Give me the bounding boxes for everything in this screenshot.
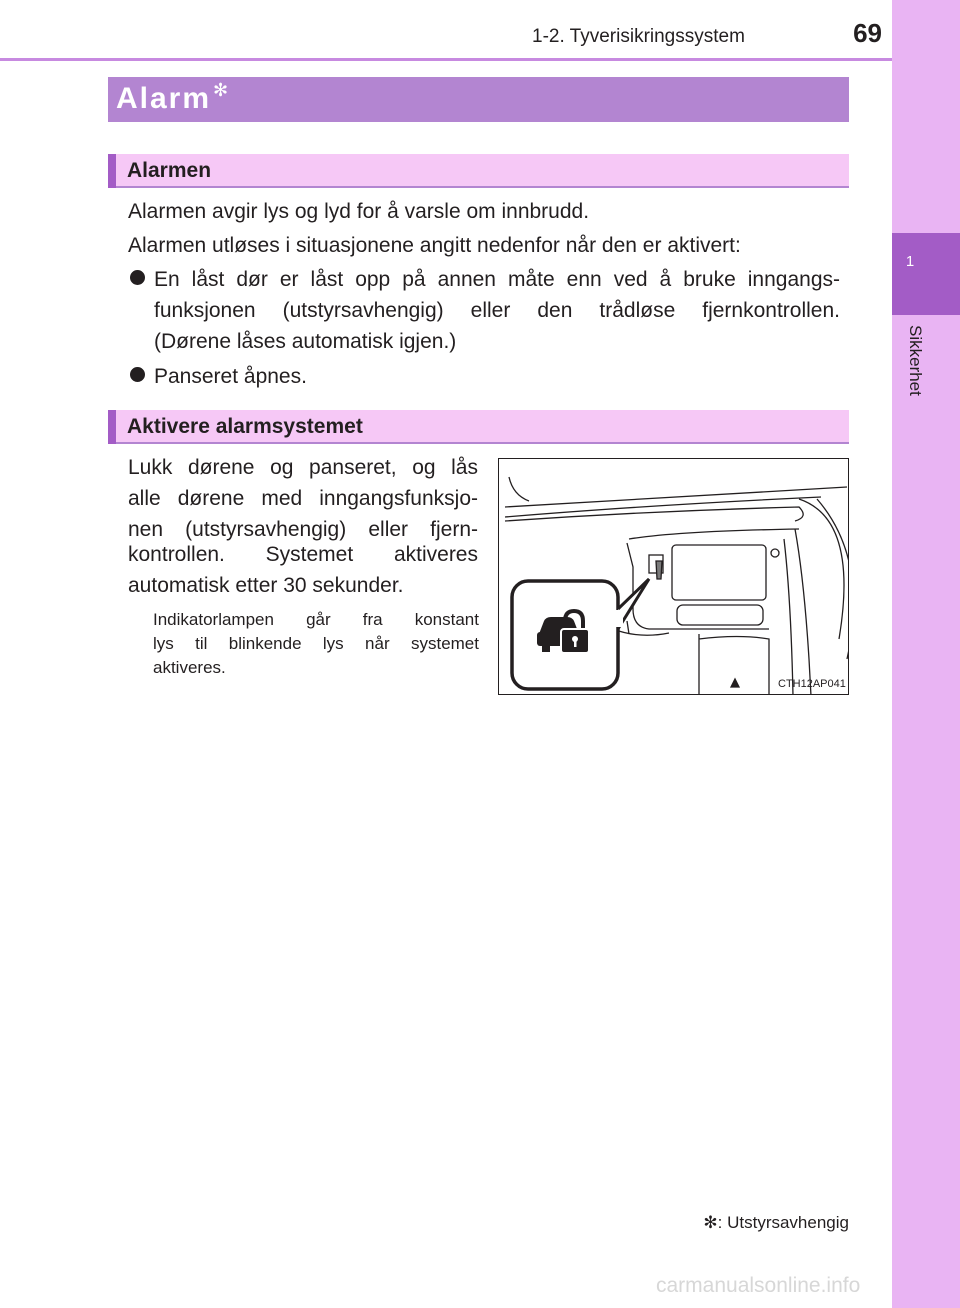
note-line: Indikatorlampen går fra konstant [153,610,479,629]
section-heading: 1-2. Tyverisikringssystem [532,26,745,47]
subheading-accent [108,410,116,444]
chapter-tab-active[interactable] [892,233,960,315]
center-display [672,545,766,600]
header-rule [0,58,892,61]
note-line: lys til blinkende lys når systemet [153,634,479,653]
bullet-line: En låst dør er låst opp på annen måte enn ved å bruke inngangs- [154,268,840,291]
body-line: automatisk etter 30 sekunder. [128,574,404,597]
watermark: carmanualsonline.info [656,1274,861,1297]
bullet-dot [130,367,145,382]
bullet-line: funksjonen (utstyrsavhengig) eller den trådløse fjernkontrollen. [154,299,840,322]
subheading-alarmen: Alarmen [127,159,212,182]
bullet-line: (Dørene låses automatisk igjen.) [154,330,457,353]
bullet-dot [130,270,145,285]
security-indicator-lamp [656,561,662,579]
dashboard-illustration [498,458,849,695]
body-line: kontrollen. Systemet aktiveres [128,543,478,566]
subheading-bar-alarmen [108,154,849,188]
chapter-side-strip [892,0,960,1308]
windshield-pillar [509,477,529,501]
page-number: 69 [853,18,882,48]
page-title: Alarm [116,82,212,115]
paragraph: Alarmen utløses i situasjonene angitt nedenfor når den er aktivert: [128,234,741,257]
footnote: ✻: Utstyrsavhengig [703,1213,849,1232]
chapter-number: 1 [905,253,915,270]
bullet-line: Panseret åpnes. [154,365,307,388]
optional-equipment-marker: ✻ [213,80,229,100]
subheading-accent [108,154,116,188]
paragraph: Alarmen avgir lys og lyd for å varsle om innbrudd. [128,200,590,223]
figure-code: CTH12AP041 [778,678,846,690]
dashboard-drawing [499,459,849,695]
note-line: aktiveres. [153,658,226,677]
body-line: alle dørene med inngangsfunksjo- [128,487,478,510]
dash-button [771,549,779,557]
climate-panel [677,605,763,625]
body-line: Lukk dørene og panseret, og lås [128,456,478,479]
chapter-label: Sikkerhet [906,325,925,396]
body-line: nen (utstyrsavhengig) eller fjern- [128,518,478,541]
subheading-aktivere-alarmsystemet: Aktivere alarmsystemet [127,415,363,438]
